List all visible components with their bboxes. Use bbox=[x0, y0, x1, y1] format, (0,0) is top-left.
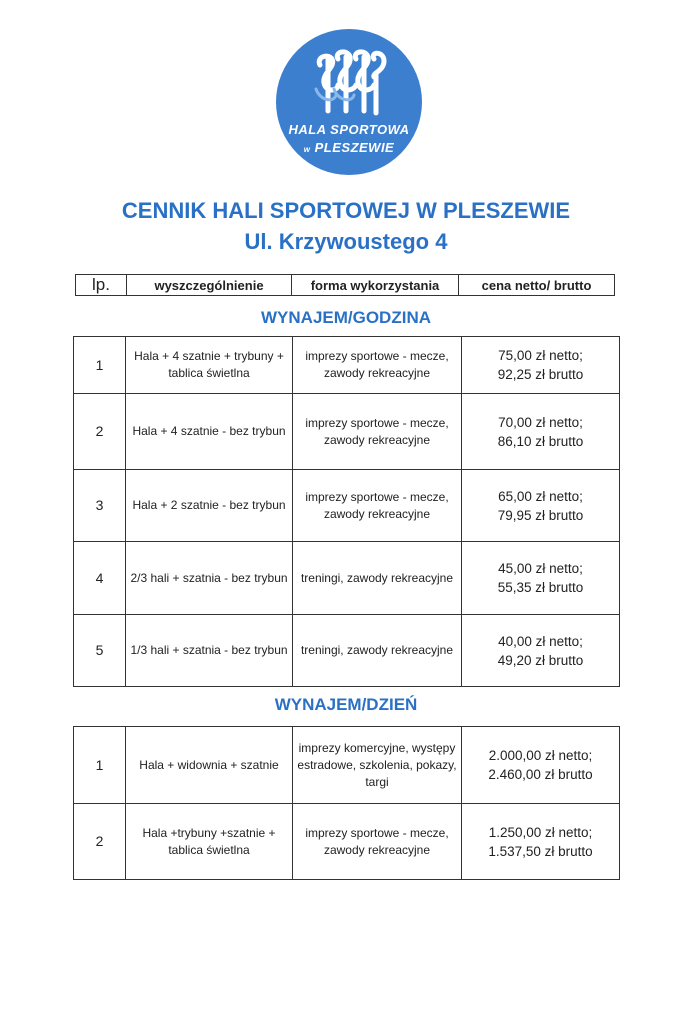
row-item: Hala + 4 szatnie - bez trybun bbox=[126, 394, 293, 470]
daily-table bbox=[73, 726, 620, 880]
row-price bbox=[462, 727, 620, 804]
row-item: Hala + 2 szatnie - bez trybun bbox=[126, 470, 293, 542]
header-table bbox=[75, 274, 615, 296]
row-item: Hala + widownia + szatnie bbox=[126, 727, 293, 804]
table-row bbox=[74, 727, 620, 804]
row-use: treningi, zawody rekreacyjne bbox=[293, 615, 462, 687]
row-price-gross: 55,35 zł brutto bbox=[497, 580, 584, 595]
table-row bbox=[74, 804, 620, 880]
row-use: imprezy komercyjne, występy estradowe, szkolenia, pokazy, targi bbox=[293, 727, 462, 804]
row-price-net: 75,00 zł netto; bbox=[498, 348, 583, 363]
row-use: treningi, zawody rekreacyjne bbox=[293, 542, 462, 615]
row-price bbox=[462, 804, 620, 880]
row-lp: 1 bbox=[74, 337, 126, 394]
hourly-table bbox=[73, 336, 620, 687]
row-price-gross: 79,95 zł brutto bbox=[497, 507, 584, 523]
page-address: Ul. Krzywoustego 4 bbox=[244, 229, 448, 254]
logo-line-2 bbox=[276, 140, 422, 155]
row-lp: 5 bbox=[74, 615, 126, 687]
row-price-gross: 49,20 zł brutto bbox=[497, 652, 584, 668]
table-row bbox=[74, 542, 620, 615]
row-price-net: 2.000,00 zł netto; bbox=[488, 748, 593, 763]
row-lp: 1 bbox=[74, 727, 126, 804]
row-lp: 2 bbox=[74, 394, 126, 470]
logo-line-1: HALA SPORTOWA bbox=[288, 122, 410, 137]
col-price: cena netto/ brutto bbox=[459, 275, 615, 296]
logo-line-2-small: w bbox=[303, 145, 311, 154]
row-item: 2/3 hali + szatnia - bez trybun bbox=[126, 542, 293, 615]
row-item: Hala +trybuny +szatnie + tablica świetlna bbox=[126, 804, 293, 880]
row-use: imprezy sportowe - mecze, zawody rekreacyjne bbox=[293, 470, 462, 542]
row-lp: 2 bbox=[74, 804, 126, 880]
row-price bbox=[462, 615, 620, 687]
row-price bbox=[462, 394, 620, 470]
row-price-net: 45,00 zł netto; bbox=[498, 561, 583, 576]
col-use: forma wykorzystania bbox=[292, 275, 459, 296]
row-lp: 3 bbox=[74, 470, 126, 542]
row-price-gross: 92,25 zł brutto bbox=[497, 367, 584, 382]
row-use: imprezy sportowe - mecze, zawody rekreacyjne bbox=[293, 337, 462, 394]
row-price bbox=[462, 470, 620, 542]
row-price-gross: 86,10 zł brutto bbox=[497, 433, 584, 449]
row-use: imprezy sportowe - mecze, zawody rekreacyjne bbox=[293, 804, 462, 880]
row-price bbox=[462, 337, 620, 394]
table-row bbox=[74, 394, 620, 470]
logo bbox=[276, 29, 422, 175]
table-row bbox=[74, 615, 620, 687]
row-price-net: 1.250,00 zł netto; bbox=[488, 824, 593, 840]
row-lp: 4 bbox=[74, 542, 126, 615]
page-title: CENNIK HALI SPORTOWEJ W PLESZEWIE bbox=[121, 198, 571, 223]
table-row bbox=[74, 470, 620, 542]
row-price-net: 70,00 zł netto; bbox=[498, 414, 583, 430]
row-use: imprezy sportowe - mecze, zawody rekreacyjne bbox=[293, 394, 462, 470]
header-row bbox=[76, 275, 615, 296]
row-item: Hala + 4 szatnie + trybuny + tablica świetlna bbox=[126, 337, 293, 394]
section-title-daily: WYNAJEM/DZIEŃ bbox=[274, 695, 418, 714]
section-title-hourly: WYNAJEM/GODZINA bbox=[261, 308, 431, 327]
logo-line-2-main: PLESZEWIE bbox=[314, 140, 395, 155]
row-price-gross: 2.460,00 zł brutto bbox=[488, 767, 593, 782]
col-lp: lp. bbox=[76, 275, 127, 296]
col-item: wyszczególnienie bbox=[127, 275, 292, 296]
row-price-gross: 1.537,50 zł brutto bbox=[488, 843, 593, 859]
row-item: 1/3 hali + szatnia - bez trybun bbox=[126, 615, 293, 687]
row-price-net: 65,00 zł netto; bbox=[498, 488, 583, 504]
table-row bbox=[74, 337, 620, 394]
row-price bbox=[462, 542, 620, 615]
row-price-net: 40,00 zł netto; bbox=[498, 633, 583, 649]
